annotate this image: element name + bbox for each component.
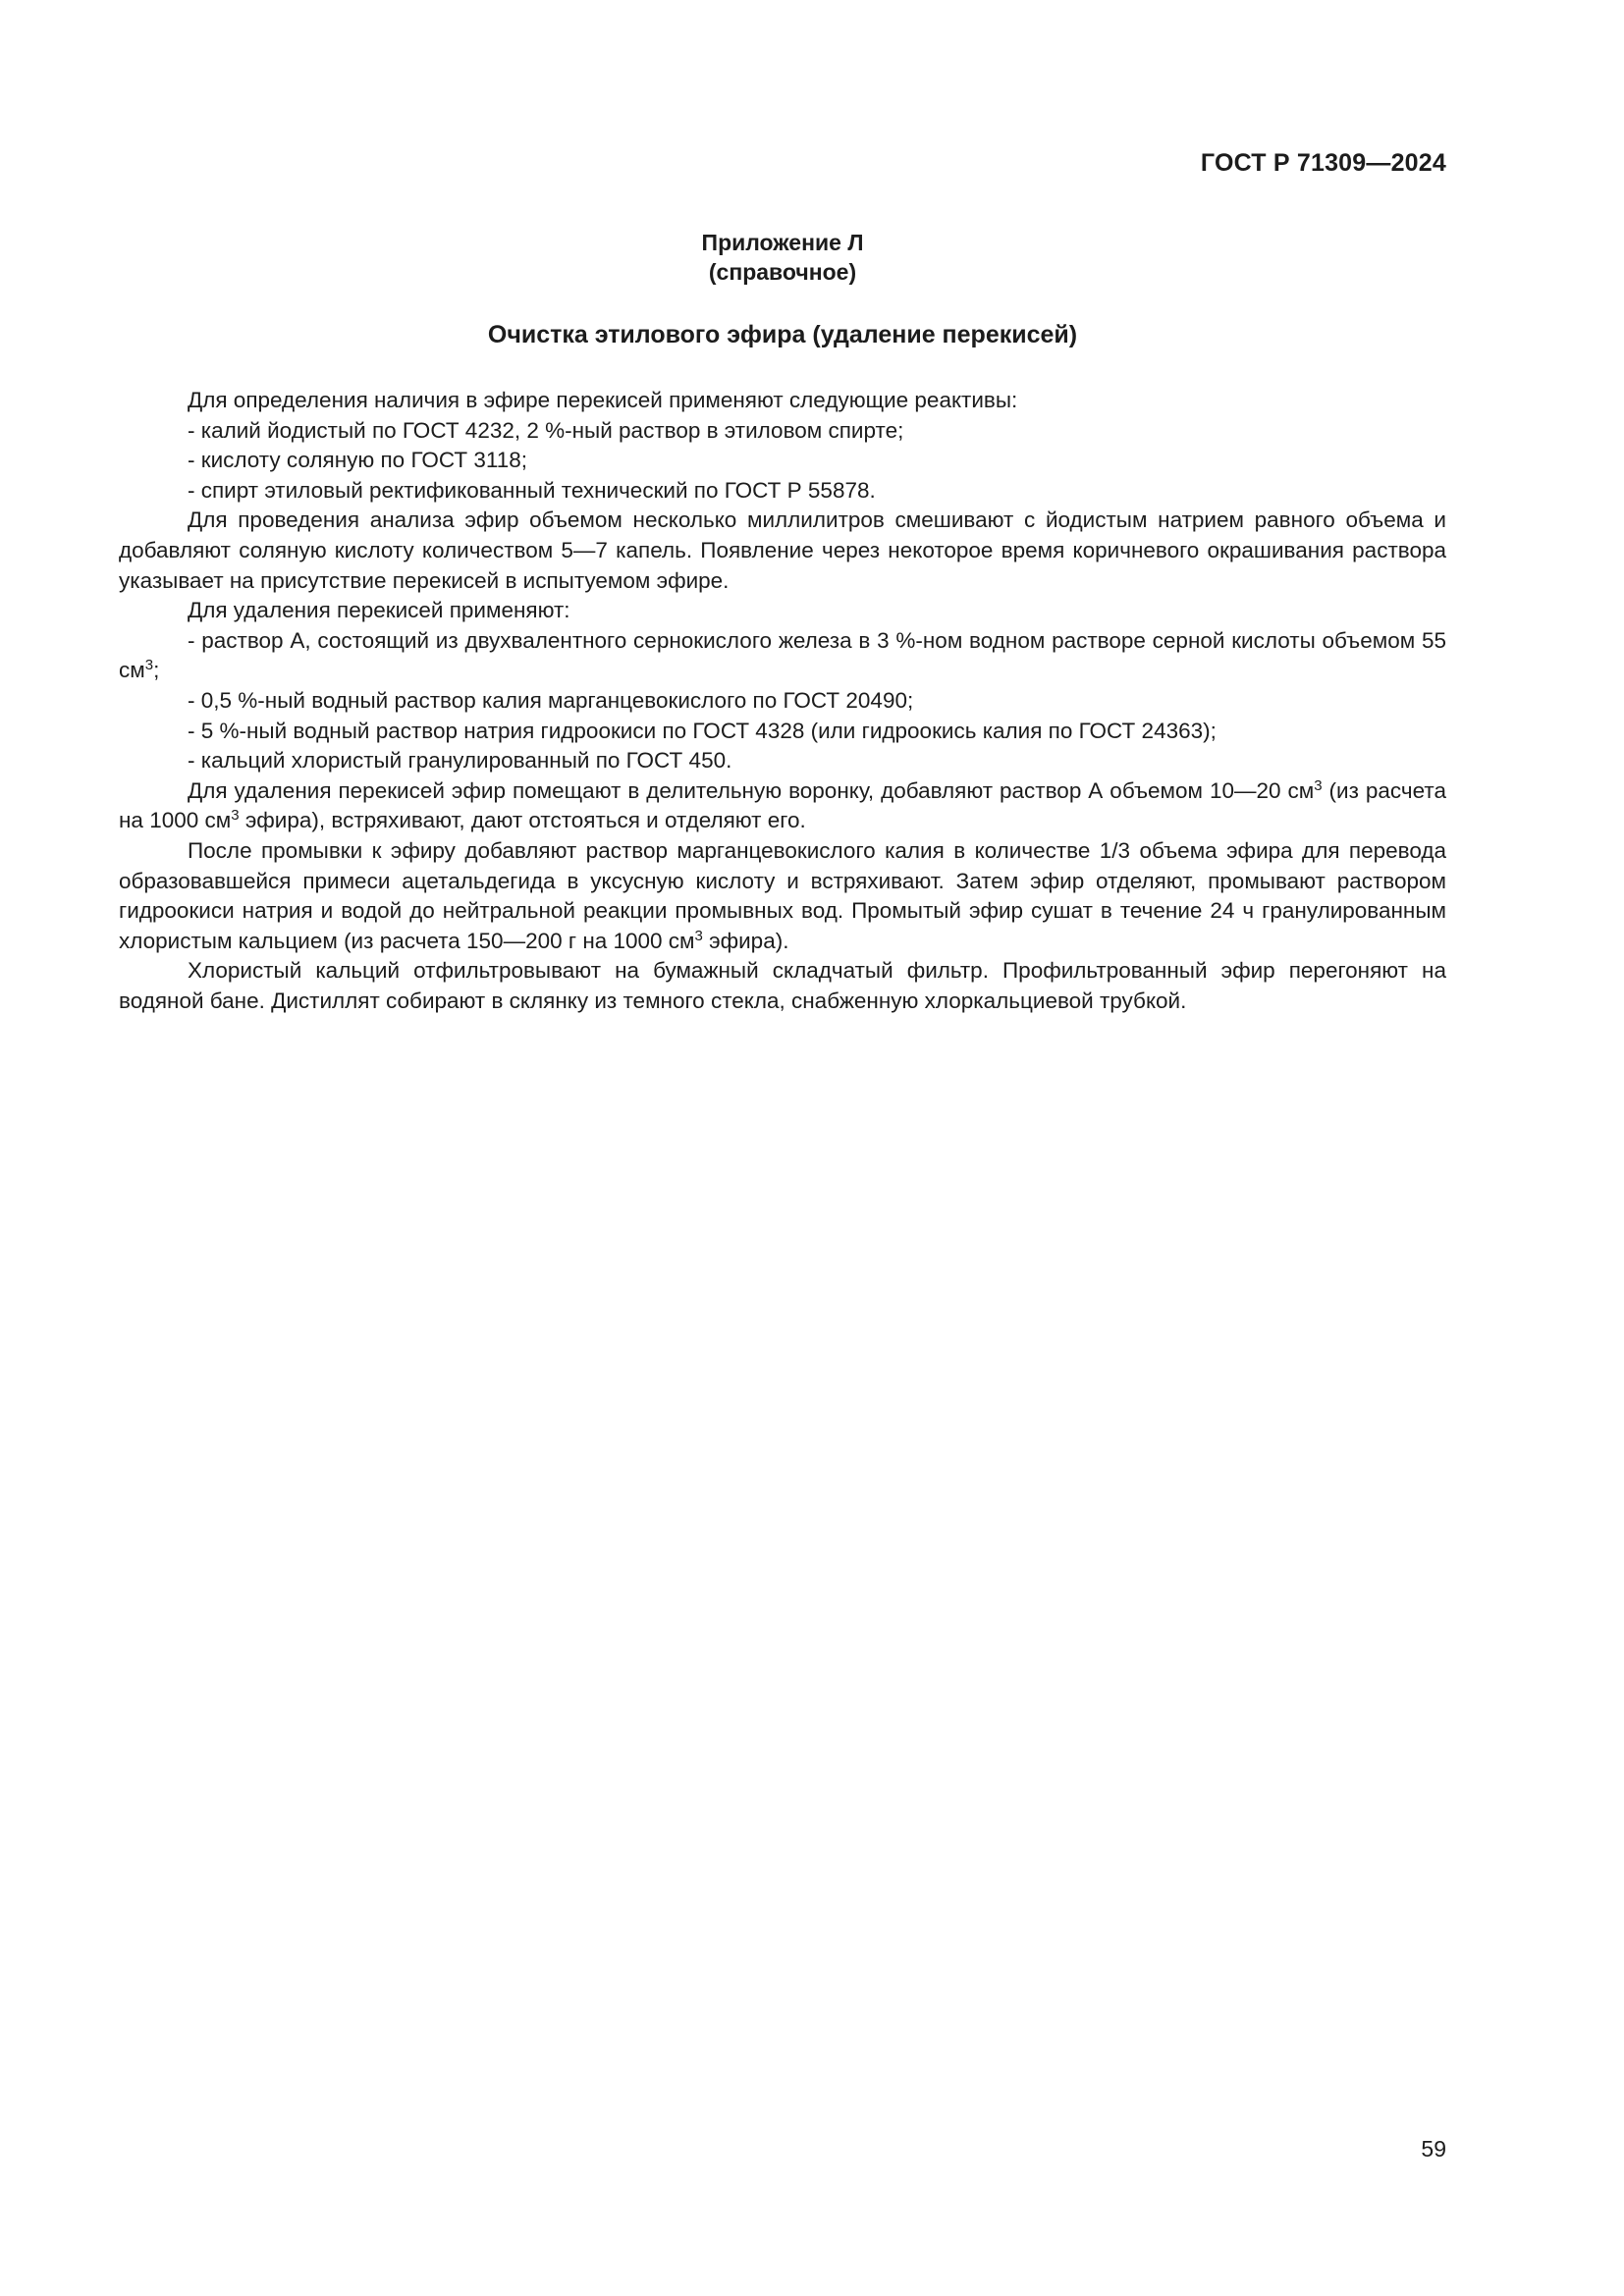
appendix-heading [0, 228, 1565, 287]
list-item [119, 626, 1446, 686]
list-item: - спирт этиловый ректификованный технический по ГОСТ Р 55878. [188, 477, 876, 503]
page-number: 59 [1421, 2136, 1446, 2162]
appendix-title: Приложение Л [701, 230, 864, 255]
paragraph [119, 836, 1446, 956]
document-code: ГОСТ Р 71309—2024 [1200, 149, 1446, 177]
text-run: эфира), встряхивают, дают отстояться и отделяют его. [239, 808, 806, 833]
section-title: Очистка этилового эфира (удаление перекисей) [487, 321, 1078, 348]
paragraph: Для удаления перекисей применяют: [188, 598, 570, 623]
text-run: - раствор А, состоящий из двухвалентного сернокислого железа в 3 %-ном водном растворе серной кислоты объемом 55 см [119, 627, 1446, 683]
superscript: 3 [1314, 776, 1323, 794]
superscript: 3 [144, 657, 154, 674]
list-item: - калий йодистый по ГОСТ 4232, 2 %-ный раствор в этиловом спирте; [188, 417, 904, 443]
text-run: эфира). [702, 928, 789, 953]
list-item: - кислоту соляную по ГОСТ 3118; [188, 448, 528, 473]
appendix-subtitle: (справочное) [708, 259, 857, 285]
text-run: (из расчета на 1000 см [119, 777, 1446, 833]
list-item: - 5 %-ный водный раствор натрия гидроокиси по ГОСТ 4328 (или гидроокись калия по ГОСТ 24363); [188, 718, 1217, 743]
list-item: - кальций хлористый гранулированный по ГОСТ 450. [188, 748, 732, 774]
paragraph: Для определения наличия в эфире перекисей применяют следующие реактивы: [188, 388, 1018, 412]
text-run: Для удаления перекисей эфир помещают в делительную воронку, добавляют раствор А объемом 10—20 см [188, 777, 1315, 803]
list-item: - 0,5 %-ный водный раствор калия марганцевокислого по ГОСТ 20490; [188, 687, 914, 713]
paragraph: Для проведения анализа эфир объемом несколько миллилитров смешивают с йодистым натрием равного объема и добавляют соляную кислоту количеством 5—7 капель. Появление через некоторое время коричневого окрашивания раствора указывает на присутствие перекисей в испытуемом эфире. [119, 507, 1446, 593]
superscript: 3 [231, 807, 240, 825]
text-run: ; [153, 658, 160, 683]
paragraph: Хлористый кальций отфильтровывают на бумажный складчатый фильтр. Профильтрованный эфир перегоняют на водяной бане. Дистиллят собирают в склянку из темного стекла, снабженную хлоркальциевой трубкой. [119, 958, 1446, 1013]
text-run: После промывки к эфиру добавляют раствор марганцевокислого калия в количестве 1/3 объема эфира для перевода образовавшейся примеси ацетальдегида в уксусную кислоту и встряхивают. Затем эфир отделяют, промывают раствором гидроокиси натрия и водой до нейтральной реакции промывных вод. Промытый эфир сушат в течение 24 ч гранулированным хлористым кальцием (из расчета 150—200 г на 1000 см [119, 837, 1446, 953]
paragraph [119, 776, 1446, 836]
document-body [119, 386, 1446, 1016]
superscript: 3 [694, 927, 703, 944]
